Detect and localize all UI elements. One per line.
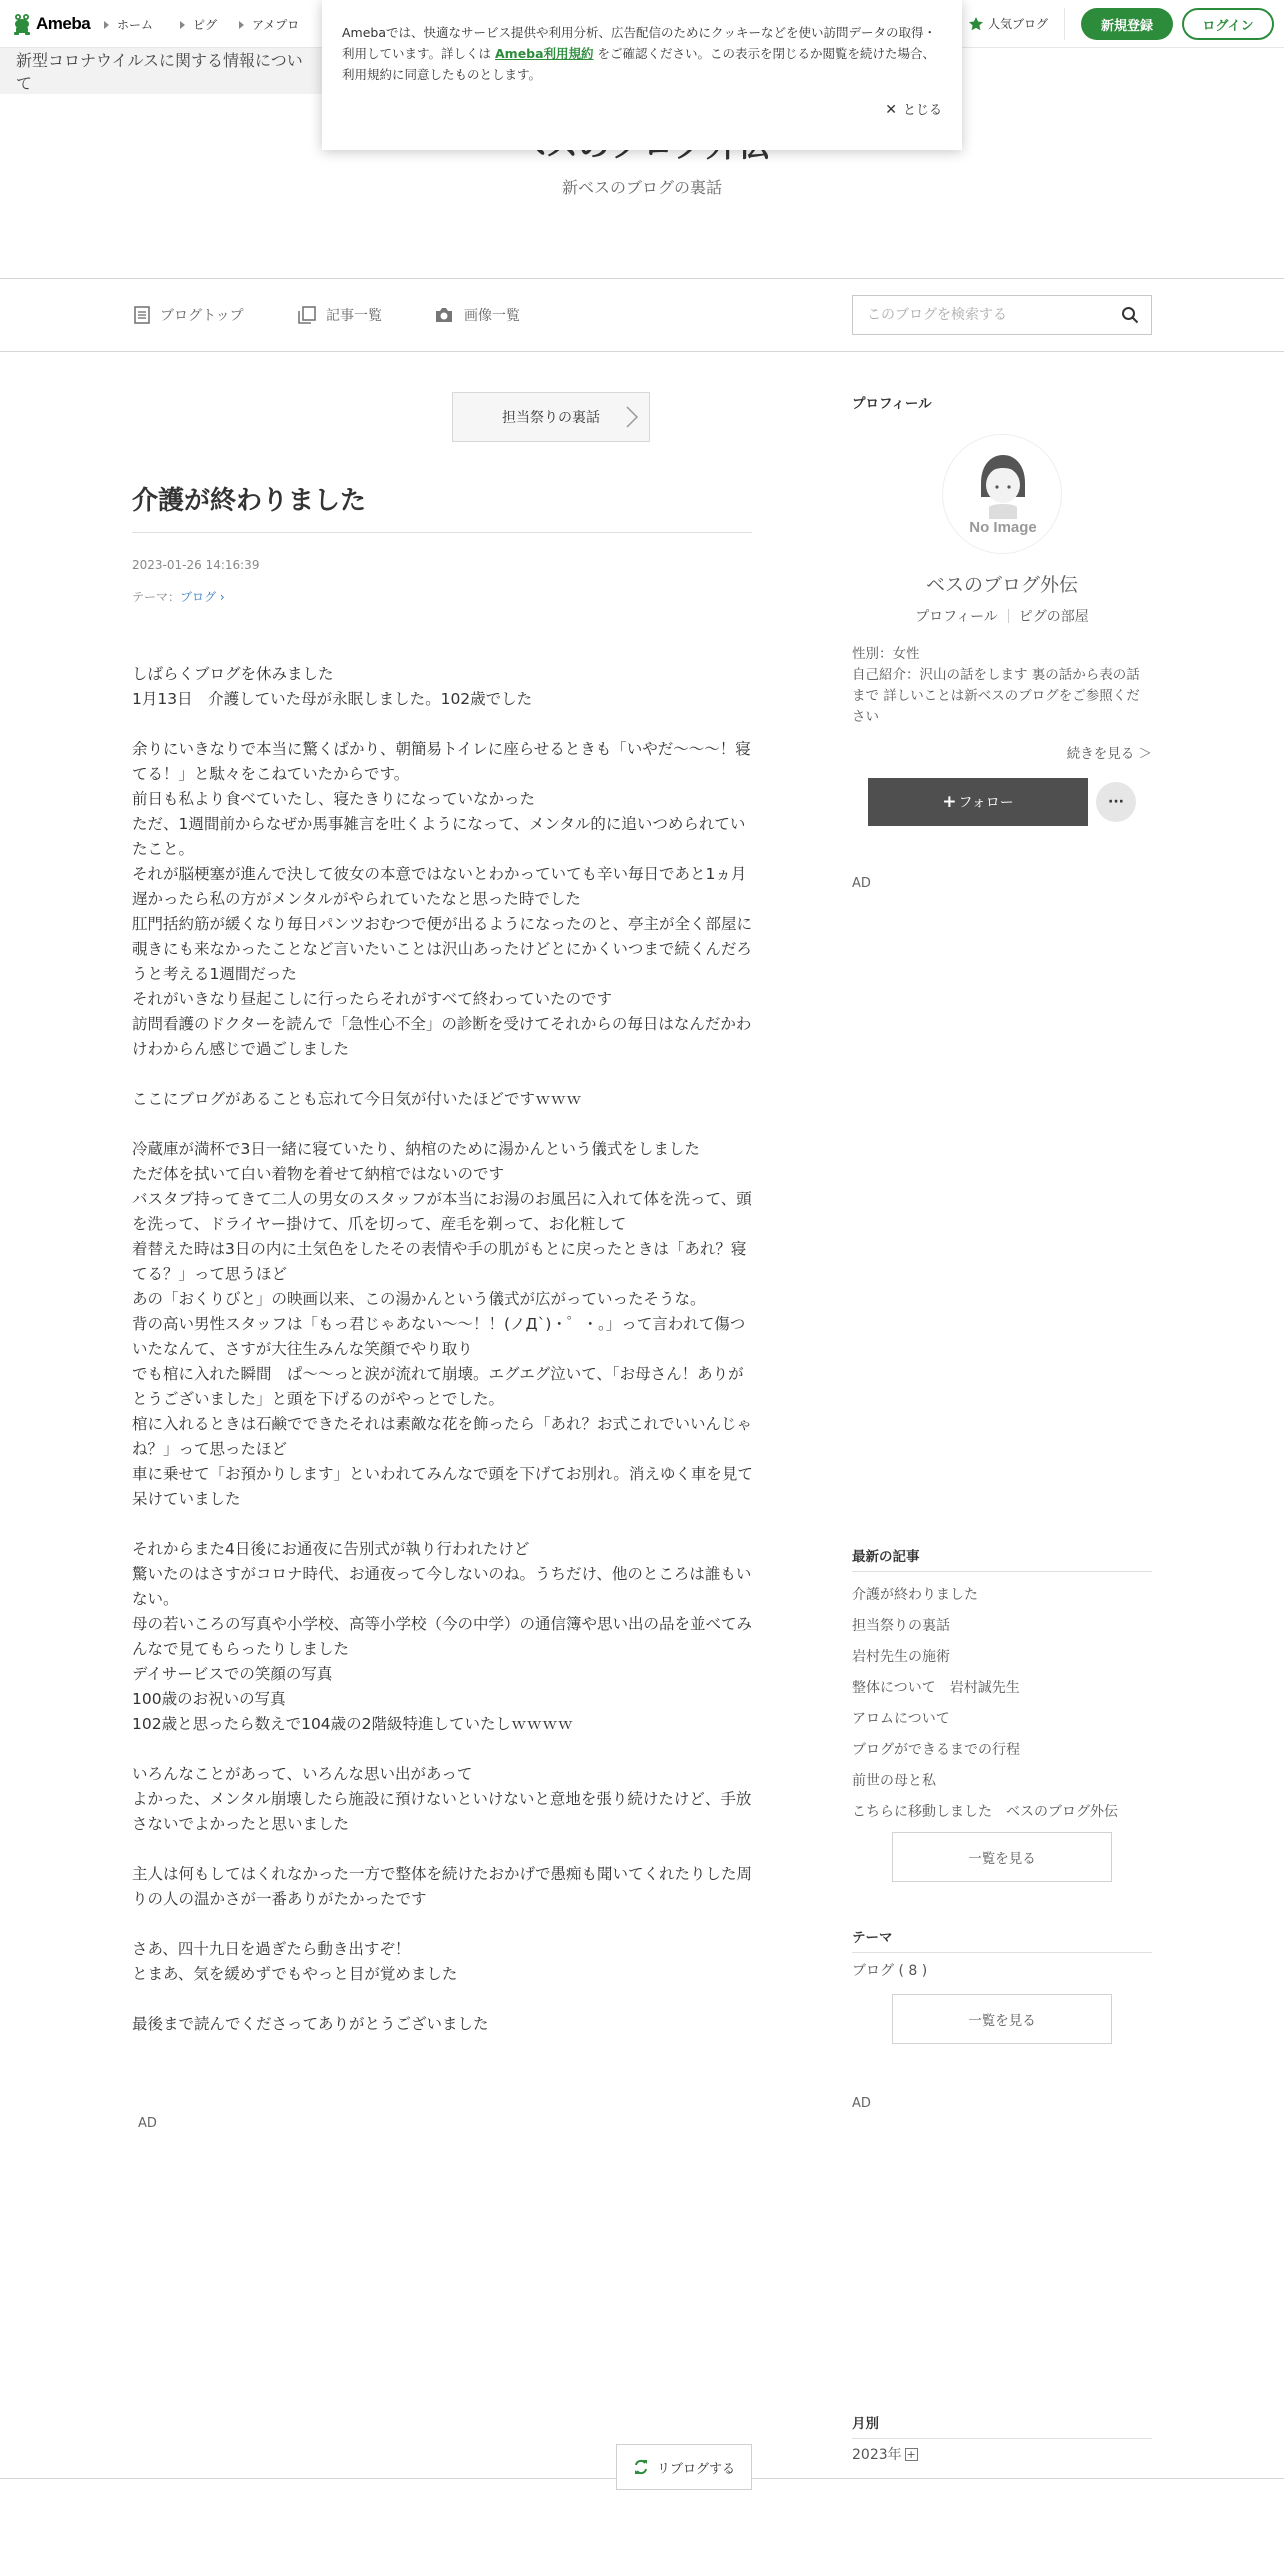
body-paragraph: しばらくブログを休みました (132, 665, 334, 683)
recent-entry-link[interactable]: こちらに移動しました ベスのブログ外伝 (852, 1804, 1118, 1820)
signup-button[interactable]: 新規登録 (1081, 8, 1173, 40)
read-more-link[interactable]: 続きを見る ＞ (1066, 746, 1152, 762)
blank-line (132, 1112, 757, 1137)
theme-heading: テーマ (852, 1930, 893, 1946)
blank-line (132, 1837, 757, 1862)
divider (852, 1571, 1152, 1572)
blank-line (132, 712, 757, 737)
pigg-room-link[interactable]: ピグの部屋 (1018, 609, 1089, 625)
blog-subtitle: 新ベスのブログの裏話 (561, 178, 722, 197)
body-paragraph: 前日も私より食べていたし、寝たきりになっていなかった (132, 790, 536, 808)
recent-entry-link[interactable]: 岩村先生の施術 (852, 1649, 950, 1665)
body-paragraph: 余りにいきなりで本当に驚くばかり、朝簡易トイレに座らせるときも「いやだ～～～！寝てる！」と駄々をこねていたからです。 (132, 740, 751, 783)
profile-gender: 性別：女性 (852, 646, 920, 662)
blank-line (132, 1062, 757, 1087)
ad-label: AD (138, 2116, 157, 2131)
avatar[interactable] (942, 434, 1062, 554)
profile-links (852, 606, 1152, 626)
popular-blog-link[interactable] (968, 15, 1048, 32)
body-paragraph: ここにブログがあることも忘れて今日気が付いたほどですｗｗｗ (132, 1090, 582, 1108)
cookie-text (342, 22, 942, 85)
body-paragraph: それからまた4日後にお通夜に告別式が執り行われたけど (132, 1540, 530, 1558)
body-paragraph: 1月13日 介護していた母が永眠しました。102歳でした (132, 690, 533, 708)
login-button[interactable]: ログイン (1182, 8, 1274, 40)
triangle-icon (104, 21, 109, 29)
entry-date: 2023-01-26 14:16:39 (132, 558, 260, 572)
reblog-label: リブログする (656, 2461, 735, 2477)
body-paragraph: 車に乗せて「お預かりします」といわれてみんなで頭を下げてお別れ。消えゆく車を見て呆けていました (132, 1465, 753, 1508)
blog-top-link[interactable] (134, 305, 244, 325)
expand-plus-icon[interactable]: + (906, 2447, 916, 2461)
divider (1064, 8, 1065, 40)
month-item[interactable] (852, 2444, 918, 2464)
profile-intro: 自己紹介：沢山の話をします 裏の話から表の話まで 詳しいことは新ベスのブログをご参照ください (852, 667, 1140, 725)
nav-link-label: ホーム (117, 18, 154, 32)
body-paragraph: とまあ、気を緩めずでもやっと目が覚めました (132, 1965, 458, 1983)
entry-body (132, 662, 757, 2037)
body-paragraph: 背の高い男性スタッフは「もっ君じゃあない～～！！(ノД`)・゜・。」って言われて傷ついたなんて、さすが大往生みんな笑顔でやり取り (132, 1315, 746, 1358)
body-paragraph: ただ体を拭いて白い着物を着せて納棺ではないのです (132, 1165, 505, 1183)
divider (1008, 609, 1009, 623)
ameba-logo[interactable] (12, 10, 90, 38)
ad-label: AD (852, 2096, 871, 2111)
nav-link-amepro[interactable] (239, 16, 299, 33)
profile-heading: プロフィール (852, 396, 932, 412)
cookie-text-after: をご確認ください。この表示を閉じるか閲覧を続けた場合、利用規約に同意したものとします。 (342, 46, 936, 82)
body-paragraph: ただ、1週間前からなぜか馬事雑言を吐くようになって、メンタル的に追いつめられていたこと。 (132, 815, 746, 858)
body-paragraph: 驚いたのはさすがコロナ時代、お通夜って今しないのね。うちだけ、他のところは誰もいない。 (132, 1565, 752, 1608)
document-icon (134, 306, 150, 324)
theme-prefix: テーマ： (132, 590, 181, 604)
recent-entry-link[interactable]: アロムについて (852, 1711, 950, 1727)
body-paragraph: でも棺に入れた瞬間 ぱ～～っと涙が流れて崩壊。エグエグ泣いて、「お母さん！ありがとうございました」と頭を下げるのがやっとでした。 (132, 1365, 744, 1408)
nav-link-home[interactable] (104, 16, 153, 33)
more-options-button[interactable] (1096, 782, 1136, 822)
ameba-frog-icon (12, 12, 32, 36)
recent-entries-heading: 最新の記事 (852, 1549, 920, 1565)
cookie-close-button[interactable] (885, 100, 942, 121)
entry-list-link[interactable] (298, 305, 382, 325)
reblog-icon (633, 2459, 649, 2475)
body-paragraph: それが脳梗塞が進んで決して彼女の本意ではないとわかっていても辛い毎日であと1ヵ月遅かったら私の方がメンタルがやられていたなと思った時でした (132, 865, 747, 908)
follow-label: フォロー (958, 795, 1014, 811)
blog-search-box (852, 295, 1152, 335)
month-label: 2023年 (852, 2447, 902, 2463)
body-paragraph: 100歳のお祝いの写真 (132, 1690, 286, 1708)
covid-notice-label: 新型コロナウイルスに関する情報について (16, 51, 303, 93)
recent-list-more-button[interactable]: 一覧を見る (892, 1832, 1112, 1882)
cookie-consent-banner (322, 0, 962, 150)
divider (852, 2438, 1152, 2439)
chevron-right-icon: › (216, 590, 225, 604)
triangle-icon (239, 21, 244, 29)
body-paragraph: 主人は何もしてはくれなかった一方で整体を続けたおかげで愚痴も聞いてくれたりした周りの人の温かさが一番ありがたかったです (132, 1865, 753, 1908)
reblog-button[interactable] (616, 2444, 752, 2490)
body-paragraph: さあ、四十九日を過ぎたら動き出すぞ！ (132, 1940, 411, 1958)
covid-notice-link[interactable] (0, 48, 330, 94)
recent-entry-link[interactable]: 介護が終わりました (852, 1587, 978, 1603)
triangle-icon (180, 21, 185, 29)
theme-link[interactable]: ブログ (180, 590, 217, 604)
recent-entry-link[interactable]: 整体について 岩村誠先生 (852, 1680, 1020, 1696)
image-list-link[interactable] (434, 305, 520, 325)
nav-link-label: アメプロ (252, 18, 300, 32)
blank-line (132, 1987, 757, 2012)
no-image-avatar-icon (943, 435, 1062, 554)
entry-list-label: 記事一覧 (326, 308, 382, 324)
profile-info (852, 644, 1152, 728)
popular-blog-label: 人気ブログ (988, 17, 1049, 31)
blank-line (132, 1512, 757, 1537)
ellipsis-icon: ··· (1108, 794, 1124, 810)
close-icon: ✕ (885, 102, 897, 118)
close-label: とじる (902, 103, 942, 118)
recent-entry-link[interactable]: ブログができるまでの行程 (852, 1742, 1020, 1758)
chevron-right-icon (625, 405, 639, 429)
body-paragraph: 棺に入れるときは石鹸でできたそれは素敵な花を飾ったら「あれ？お式これでいいんじゃね？」って思ったほど (132, 1415, 753, 1458)
nav-link-pigg[interactable] (180, 16, 217, 33)
copy-icon (298, 306, 316, 324)
entry-title[interactable]: 介護が終わりました (132, 486, 367, 516)
body-paragraph: 着替えた時は3日の内に土気色をしたその表情や手の肌がもとに戻ったときは「あれ？寝てる？」って思うほど (132, 1240, 747, 1283)
body-paragraph: 最後まで読んでくださってありがとうございました (132, 2015, 489, 2033)
body-paragraph: 母の若いころの写真や小学校、高等小学校（今の中学）の通信簿や思い出の品を並べてみんなで見てもらったりしました (132, 1615, 753, 1658)
blog-top-label: ブログトップ (160, 308, 244, 324)
cookie-text-before: Amebaでは、快適なサービス提供や利用分析、広告配信のためにクッキーなどを使い訪問データの取得・利用しています。詳しくは (342, 25, 937, 61)
body-paragraph: それがいきなり昼起こしに行ったらそれがすべて終わっていたのです (132, 990, 613, 1008)
no-image-text: No Image (969, 519, 1037, 536)
search-icon[interactable] (1121, 306, 1139, 324)
ad-label: AD (852, 876, 871, 891)
body-paragraph: 冷蔵庫が満杯で3日一緒に寝ていたり、納棺のために湯かんという儀式をしました (132, 1140, 700, 1158)
profile-name[interactable]: ベスのブログ外伝 (925, 574, 1078, 596)
body-paragraph: いろんなことがあって、いろんな思い出があって (132, 1765, 473, 1783)
body-paragraph: デイサービスでの笑顔の写真 (132, 1665, 333, 1683)
theme-item[interactable]: ブログ ( 8 ) (852, 1963, 928, 1979)
logo-text: Ameba (36, 14, 91, 33)
divider (852, 1952, 1152, 1953)
body-paragraph: バスタブ持ってきて二人の男女のスタッフが本当にお湯のお風呂に入れて体を洗って、頭を洗って、ドライヤー掛けて、爪を切って、産毛を剃って、お化粧して (132, 1190, 752, 1233)
image-list-label: 画像一覧 (464, 308, 520, 324)
body-paragraph: よかった、メンタル崩壊したら施設に預けないといけないと意地を張り続けたけど、手放さないでよかったと思いました (132, 1790, 752, 1833)
nav-link-label: ピグ (193, 18, 218, 32)
profile-link[interactable]: プロフィール (915, 609, 998, 625)
camera-icon (434, 306, 454, 324)
follow-button[interactable] (868, 778, 1088, 826)
body-paragraph: あの「おくりびと」の映画以来、この湯かんという儀式が広がっていったそうな。 (132, 1290, 706, 1308)
recent-entry-link[interactable]: 前世の母と私 (852, 1773, 936, 1789)
star-icon (968, 16, 984, 32)
monthly-heading: 月別 (852, 2416, 879, 2432)
body-paragraph: 肛門括約筋が緩くなり毎日パンツおむつで便が出るようになったのと、亭主が全く部屋に覗きにも来なかったことなど言いたいことは沢山あったけどとにかくいつまで続くんだろうと考える1週間だった (132, 915, 753, 983)
terms-link[interactable]: Ameba利用規約 (495, 46, 594, 61)
blank-line (132, 1737, 757, 1762)
body-paragraph: 102歳と思ったら数えで104歳の2階級特進していたしｗｗｗｗ (132, 1715, 574, 1733)
plus-icon: + (942, 792, 957, 812)
theme-list-more-button[interactable]: 一覧を見る (892, 1994, 1112, 2044)
recent-entry-link[interactable]: 担当祭りの裏話 (852, 1618, 950, 1634)
entry-theme (132, 588, 225, 605)
body-paragraph: 訪問看護のドクターを読んで「急性心不全」の診断を受けてそれからの毎日はなんだかわけわからん感じで過ごしました (132, 1015, 752, 1058)
blog-search-input[interactable] (865, 297, 1105, 333)
blank-line (132, 1912, 757, 1937)
previous-entry-label: 担当祭りの裏話 (502, 410, 600, 426)
previous-entry-link[interactable] (452, 392, 650, 442)
blog-nav (0, 278, 1284, 352)
divider (132, 532, 752, 533)
